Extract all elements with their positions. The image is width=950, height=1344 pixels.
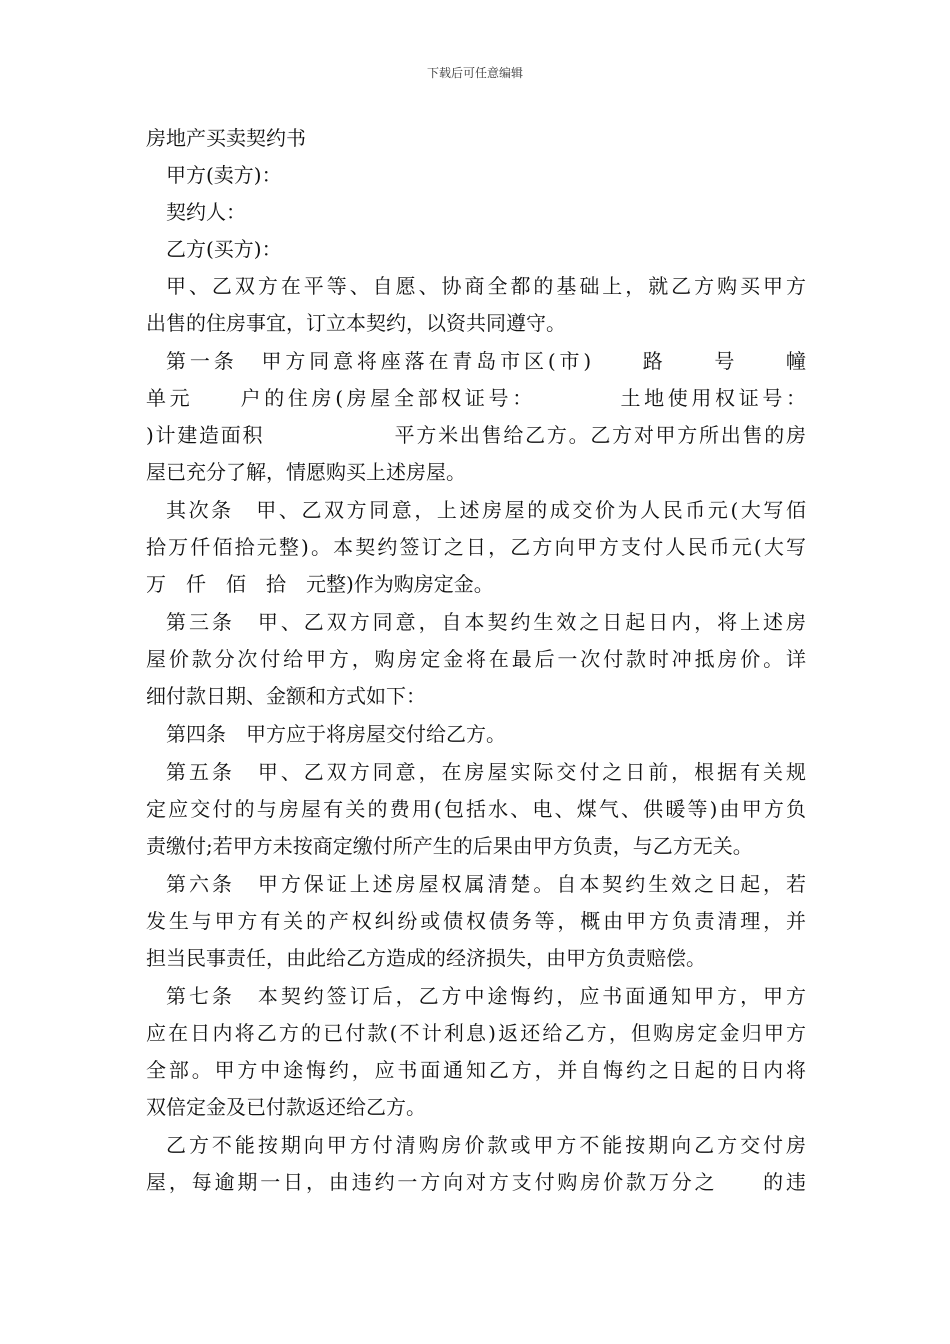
article-7-paragraph [146, 978, 806, 1126]
paragraph-line: 拾万仟佰拾元整)。本契约签订之日，乙方向甲方支付人民币元(大写 [146, 535, 806, 559]
paragraph-line: 第一条 甲方同意将座落在青岛市区(市) 路 号 幢 [166, 349, 806, 373]
article-1-paragraph [146, 343, 806, 491]
party-a-label: 甲方(卖方)： [166, 163, 282, 187]
paragraph-line: 发生与甲方有关的产权纠纷或债权债务等，概由甲方负责清理，并 [146, 909, 806, 933]
paragraph-line: 细付款日期、金额和方式如下： [146, 684, 426, 708]
contract-body [146, 120, 806, 1202]
paragraph-line: 定应交付的与房屋有关的费用(包括水、电、煤气、供暖等)由甲方负 [146, 797, 806, 821]
paragraph-line: 第六条 甲方保证上述房屋权属清楚。自本契约生效之日起，若 [166, 872, 806, 896]
paragraph-line: 全部。甲方中途悔约，应书面通知乙方，并自悔约之日起的日内将 [146, 1058, 806, 1082]
paragraph-line: 单元 户的住房(房屋全部权证号： 土地使用权证号： [146, 386, 806, 410]
paragraph-line: 第三条 甲、乙双方同意，自本契约生效之日起日内，将上述房 [166, 610, 806, 634]
article-2-paragraph [146, 492, 806, 603]
preamble-paragraph [146, 268, 806, 342]
paragraph-line: 出售的住房事宜，订立本契约，以资共同遵守。 [146, 311, 566, 335]
paragraph-line: 担当民事责任，由此给乙方造成的经济损失，由甲方负责赔偿。 [146, 946, 706, 970]
paragraph-line: 屋，每逾期一日，由违约一方向对方支付购房价款万分之 的违 [146, 1170, 806, 1194]
paragraph-line: )计建造面积 平方米出售给乙方。乙方对甲方所出售的房 [146, 423, 806, 447]
paragraph-line: 屋已充分了解，情愿购买上述房屋。 [146, 460, 466, 484]
paragraph-line: 第七条 本契约签订后，乙方中途悔约，应书面通知甲方，甲方 [166, 984, 806, 1008]
paragraph-line: 其次条 甲、乙双方同意，上述房屋的成交价为人民币元(大写佰 [166, 498, 806, 522]
paragraph-line: 责缴付;若甲方未按商定缴付所产生的后果由甲方负责，与乙方无关。 [146, 834, 753, 858]
article-4-paragraph [146, 716, 806, 753]
paragraph-line: 乙方不能按期向甲方付清购房价款或甲方不能按期向乙方交付房 [166, 1133, 806, 1157]
paragraph-line: 应在日内将乙方的已付款(不计利息)返还给乙方，但购房定金归甲方 [146, 1021, 806, 1045]
paragraph-line: 第四条 甲方应于将房屋交付给乙方。 [166, 722, 506, 746]
paragraph-line: 万 仟 佰 拾 元整)作为购房定金。 [146, 572, 494, 596]
paragraph-line: 双倍定金及已付款返还给乙方。 [146, 1095, 426, 1119]
article-3-paragraph [146, 604, 806, 715]
paragraph-line: 甲、乙双方在平等、自愿、协商全都的基础上，就乙方购买甲方 [166, 274, 806, 298]
paragraph-line: 屋价款分次付给甲方，购房定金将在最后一次付款时冲抵房价。详 [146, 647, 806, 671]
article-5-paragraph [146, 754, 806, 865]
paragraph-line: 第五条 甲、乙双方同意，在房屋实际交付之日前，根据有关规 [166, 760, 806, 784]
contract-title: 房地产买卖契约书 [146, 126, 306, 150]
penalty-paragraph [146, 1127, 806, 1201]
party-b-label: 乙方(买方)： [166, 237, 282, 261]
article-6-paragraph [146, 866, 806, 977]
agent-label: 契约人： [166, 200, 246, 224]
page-header: 下载后可任意编辑 [426, 66, 523, 80]
